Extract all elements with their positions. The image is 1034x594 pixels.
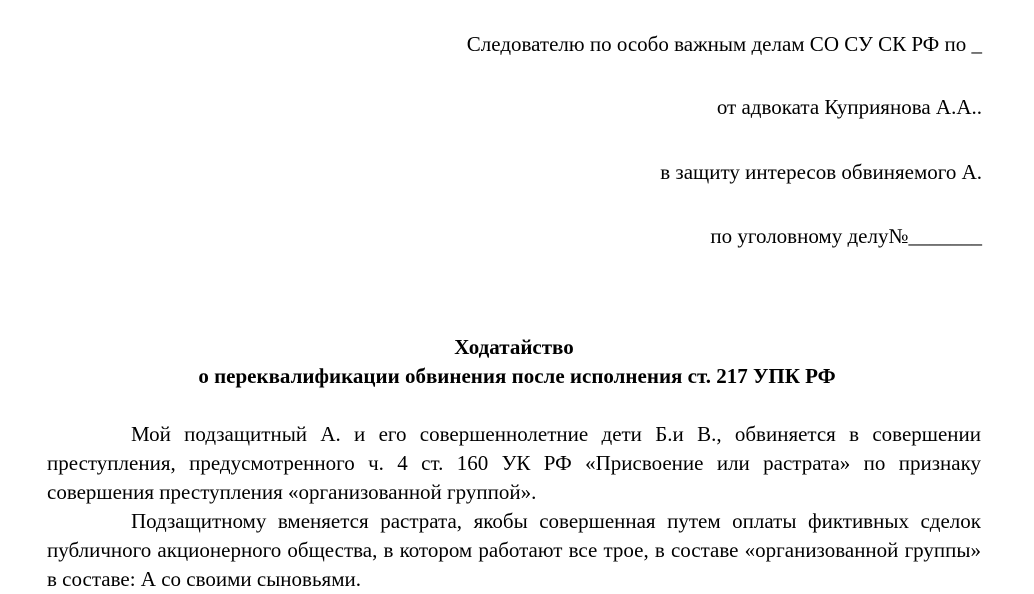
defense-line: в защиту интересов обвиняемого А.: [660, 160, 982, 184]
body-paragraph: Подзащитному вменяется растрата, якобы совершенная путем оплаты фиктивных сделок публичного акционерного общества, в котором работают все трое, в составе «организованной группы» в составе: А со своими сыновьями.: [47, 509, 981, 591]
body-paragraph: Мой подзащитный А. и его совершеннолетние дети Б.и В., обвиняется в совершении преступления, предусмотренного ч. 4 ст. 160 УК РФ «Присвоение или растрата» по признаку совершения преступления «организованной группой».: [47, 422, 981, 504]
document-title: Ходатайство: [454, 335, 574, 359]
addressee-line: Следователю по особо важным делам СО СУ СК РФ по _: [466, 32, 982, 56]
document-subtitle: о переквалификации обвинения после исполнения ст. 217 УПК РФ: [198, 364, 836, 388]
case-number-line: по уголовному делу№_______: [710, 224, 982, 248]
sender-line: от адвоката Куприянова А.А..: [716, 95, 982, 119]
document-body: [47, 420, 981, 594]
